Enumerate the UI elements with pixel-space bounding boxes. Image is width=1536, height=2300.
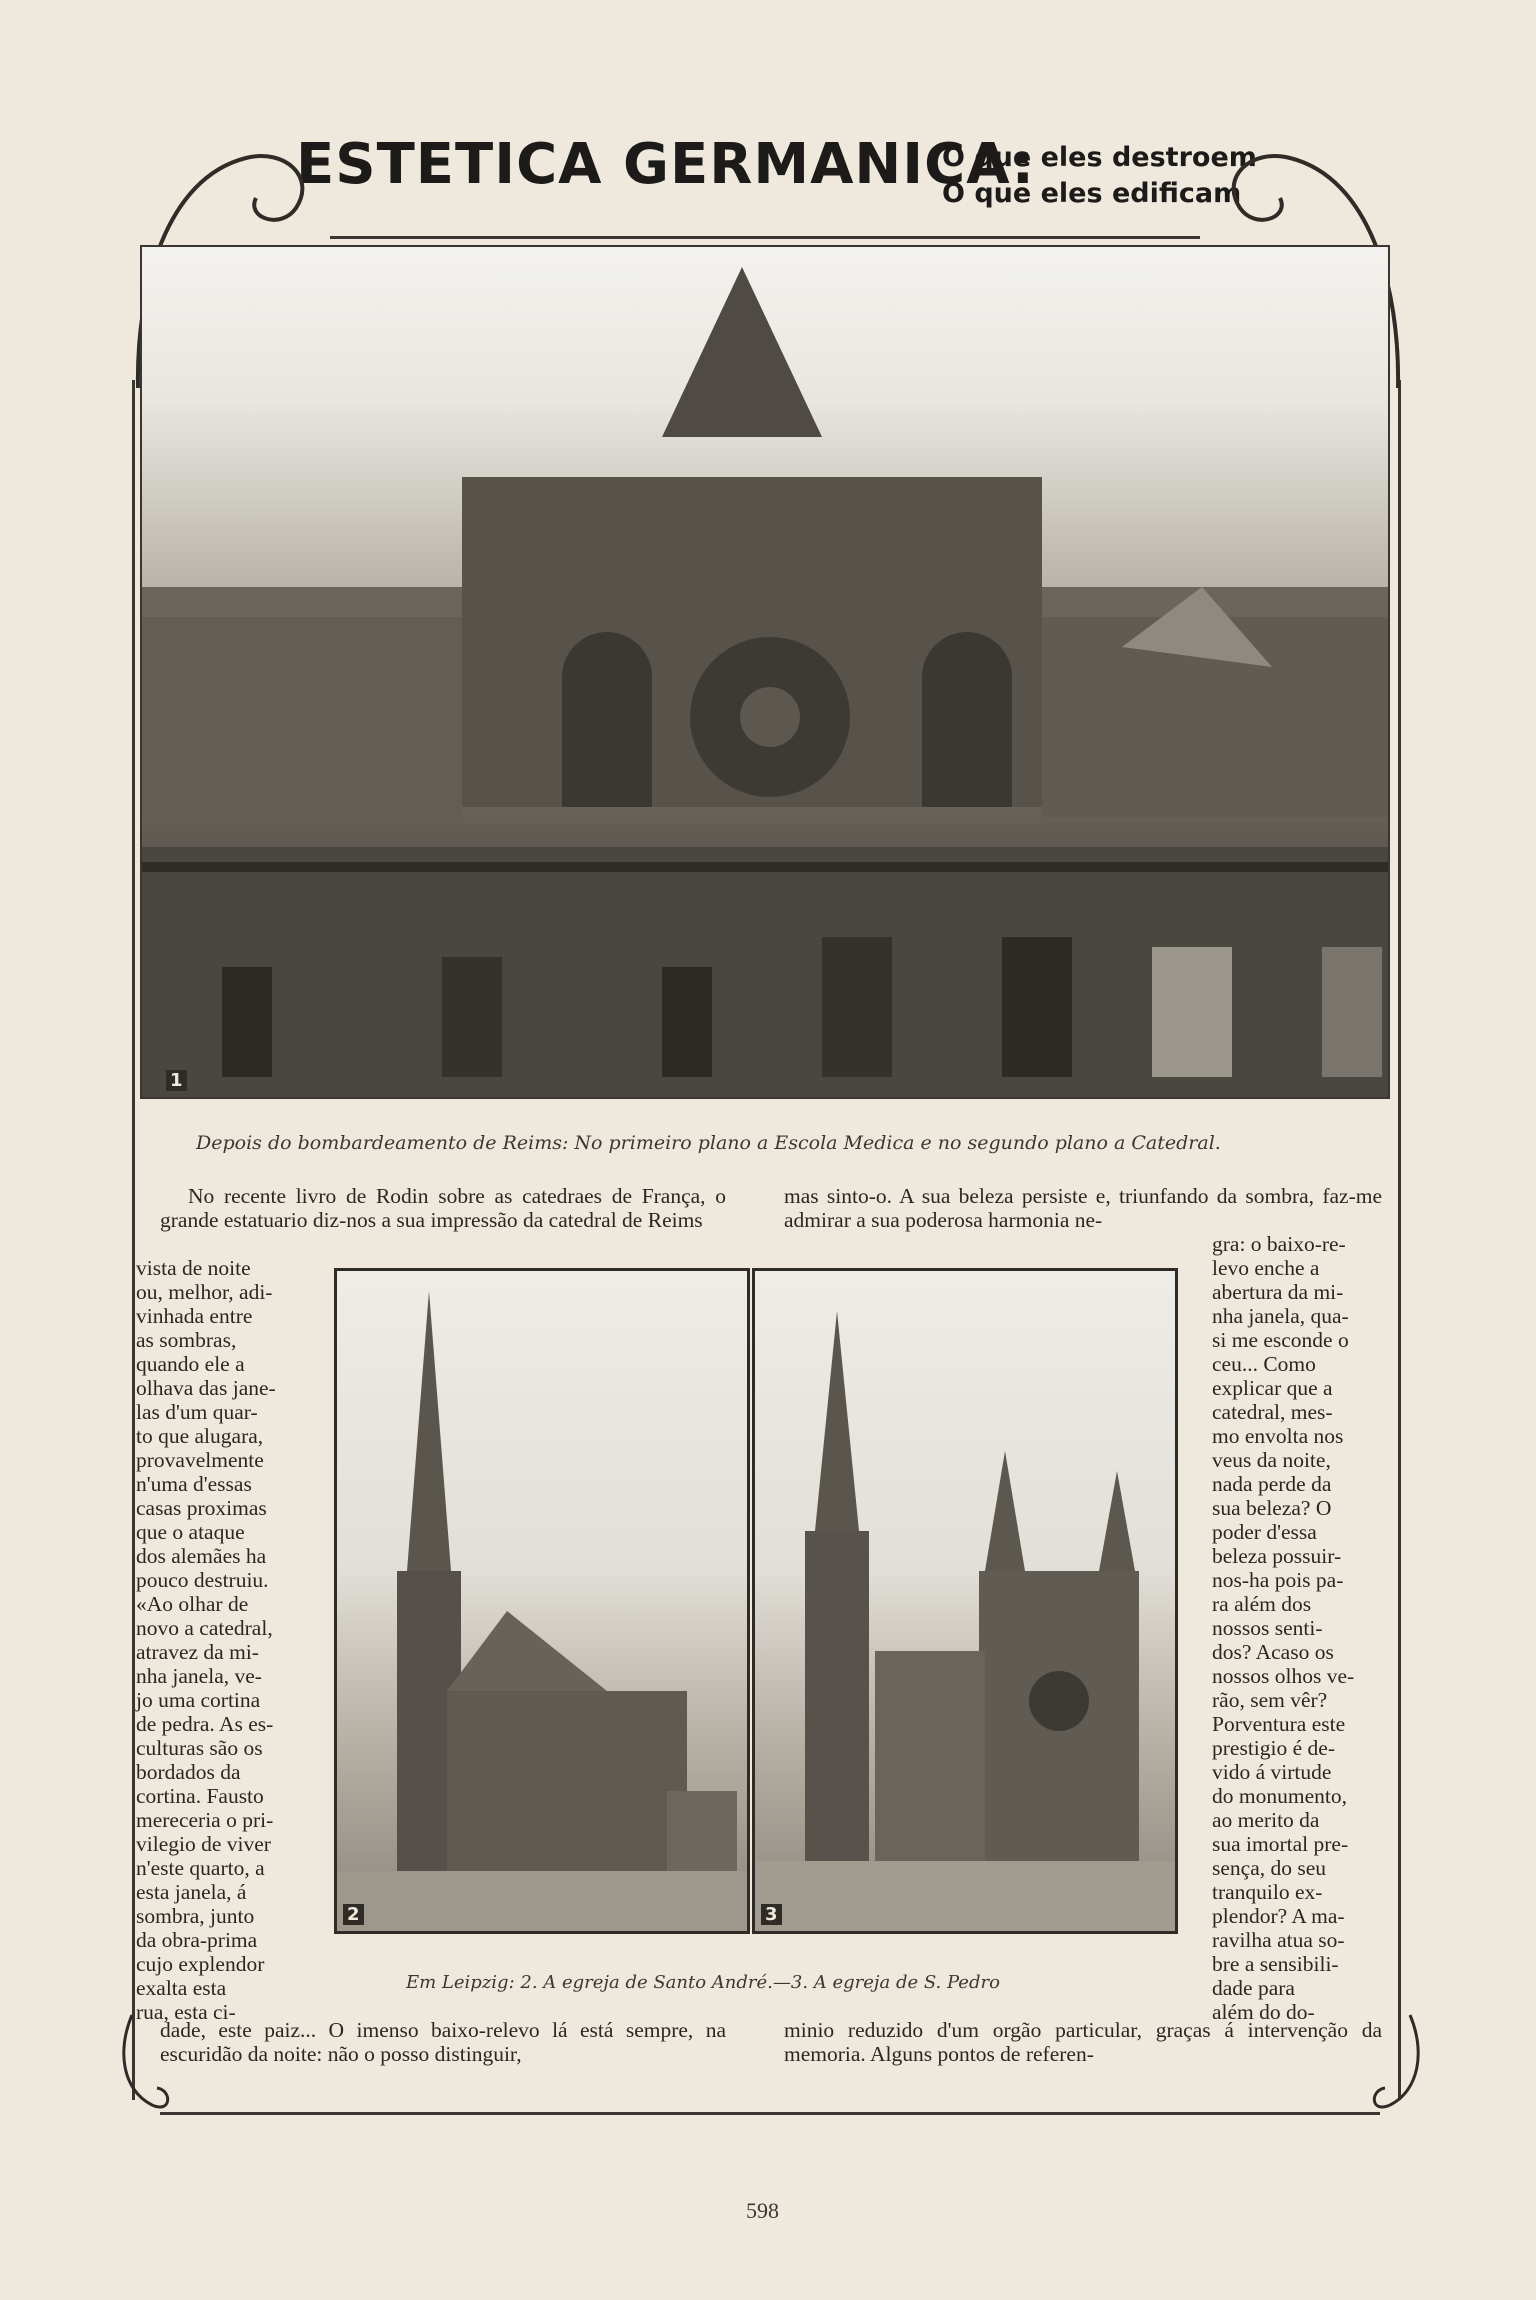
left-narrow-column xyxy=(136,1256,306,2024)
frame-left-rule xyxy=(132,380,135,2100)
right-line: poder d'essa xyxy=(1212,1520,1317,1544)
right-line: ao merito da xyxy=(1212,1808,1320,1832)
right-narrow-column xyxy=(1212,1232,1387,2024)
right-line: nossos senti- xyxy=(1212,1616,1323,1640)
right-column-bottom xyxy=(784,2018,1382,2066)
left-line: n'este quarto, a xyxy=(136,1856,265,1880)
right-line: dade para xyxy=(1212,1976,1295,2000)
left-line: jo uma cortina xyxy=(136,1688,261,1712)
left-line: to que alugara, xyxy=(136,1424,264,1448)
cathedral-illustration xyxy=(142,247,1388,1097)
santo-andre-illustration xyxy=(337,1271,747,1931)
sao-pedro-illustration xyxy=(755,1271,1175,1931)
right-line: além do do- xyxy=(1212,2000,1315,2024)
right-line: nada perde da xyxy=(1212,1472,1332,1496)
right-bottom-paragraph: minio reduzido d'um orgão particular, graças á intervenção da memoria. Alguns pontos de referen- xyxy=(784,2018,1382,2066)
left-column-top xyxy=(160,1184,726,1232)
right-top-paragraph: mas sinto-o. A sua beleza persiste e, triunfando da sombra, faz-me admirar a sua poderosa harmonia ne- xyxy=(784,1184,1382,1232)
left-line: vilegio de viver xyxy=(136,1832,271,1856)
right-line: ravilha atua so- xyxy=(1212,1928,1345,1952)
left-line: culturas são os xyxy=(136,1736,263,1760)
frame-right-rule xyxy=(1398,380,1401,2100)
photo-number-2: 2 xyxy=(343,1904,364,1925)
subtitle-line-1: O que eles destroem xyxy=(942,142,1257,173)
right-line: rão, sem vêr? xyxy=(1212,1688,1328,1712)
left-top-paragraph: No recente livro de Rodin sobre as catedraes de França, o grande estatuario diz-nos a sua impressão da catedral de Reims xyxy=(160,1184,726,1232)
left-line: atravez da mi- xyxy=(136,1640,259,1664)
right-line: dos? Acaso os xyxy=(1212,1640,1334,1664)
left-line: casas proximas xyxy=(136,1496,267,1520)
left-line: vinhada entre xyxy=(136,1304,253,1328)
left-line: n'uma d'essas xyxy=(136,1472,252,1496)
photo-number-3: 3 xyxy=(761,1904,782,1925)
right-line: ceu... Como xyxy=(1212,1352,1316,1376)
left-line: cortina. Fausto xyxy=(136,1784,264,1808)
left-line: que o ataque xyxy=(136,1520,245,1544)
left-line: dos alemães ha xyxy=(136,1544,267,1568)
right-line: nos-ha pois pa- xyxy=(1212,1568,1344,1592)
top-photo-caption: Depois do bombardeamento de Reims: No primeiro plano a Escola Medica e no segundo plano a Catedral. xyxy=(196,1132,1221,1154)
right-line: mo envolta nos xyxy=(1212,1424,1344,1448)
frame-bottom-rule xyxy=(160,2112,1380,2115)
right-line: sua beleza? O xyxy=(1212,1496,1332,1520)
sao-pedro-photo xyxy=(752,1268,1178,1934)
right-line: tranquilo ex- xyxy=(1212,1880,1323,1904)
santo-andre-photo xyxy=(334,1268,750,1934)
left-line: sombra, junto xyxy=(136,1904,255,1928)
frame-top-rule xyxy=(330,236,1200,239)
left-column-bottom xyxy=(160,2018,726,2066)
right-line: explicar que a xyxy=(1212,1376,1333,1400)
right-line: levo enche a xyxy=(1212,1256,1320,1280)
photo-number-1: 1 xyxy=(166,1070,187,1091)
right-line: nossos olhos ve- xyxy=(1212,1664,1355,1688)
left-line: «Ao olhar de xyxy=(136,1592,249,1616)
right-line: plendor? A ma- xyxy=(1212,1904,1345,1928)
right-line: sença, do seu xyxy=(1212,1856,1327,1880)
right-line: nha janela, qua- xyxy=(1212,1304,1349,1328)
left-line: ou, melhor, adi- xyxy=(136,1280,273,1304)
left-line: mereceria o pri- xyxy=(136,1808,274,1832)
left-line: exalta esta xyxy=(136,1976,227,2000)
left-line: vista de noite xyxy=(136,1256,251,1280)
left-line: pouco destruiu. xyxy=(136,1568,269,1592)
right-line: gra: o baixo-re- xyxy=(1212,1232,1346,1256)
left-line: da obra-prima xyxy=(136,1928,258,1952)
right-line: sua imortal pre- xyxy=(1212,1832,1349,1856)
left-line: olhava das jane- xyxy=(136,1376,276,1400)
right-line: veus da noite, xyxy=(1212,1448,1331,1472)
right-line: vido á virtude xyxy=(1212,1760,1332,1784)
left-line: novo a catedral, xyxy=(136,1616,273,1640)
left-line: cujo explendor xyxy=(136,1952,265,1976)
right-line: si me esconde o xyxy=(1212,1328,1349,1352)
right-line: Porventura este xyxy=(1212,1712,1346,1736)
right-line: ra além dos xyxy=(1212,1592,1312,1616)
left-line: as sombras, xyxy=(136,1328,237,1352)
left-line: las d'um quar- xyxy=(136,1400,258,1424)
right-line: catedral, mes- xyxy=(1212,1400,1333,1424)
right-line: prestigio é de- xyxy=(1212,1736,1335,1760)
right-line: abertura da mi- xyxy=(1212,1280,1344,1304)
leipzig-caption: Em Leipzig: 2. A egreja de Santo André.—3. A egreja de S. Pedro xyxy=(406,1972,1000,1993)
right-line: bre a sensibili- xyxy=(1212,1952,1339,1976)
right-line: beleza possuir- xyxy=(1212,1544,1342,1568)
right-column-top xyxy=(784,1184,1382,1232)
right-line: do monumento, xyxy=(1212,1784,1347,1808)
left-line: nha janela, ve- xyxy=(136,1664,262,1688)
left-line: bordados da xyxy=(136,1760,241,1784)
left-bottom-paragraph: dade, este paiz... O imenso baixo-relevo lá está sempre, na escuridão da noite: não o posso distinguir, xyxy=(160,2018,726,2066)
cathedral-photo xyxy=(140,245,1390,1099)
left-line: rua, esta ci- xyxy=(136,2000,236,2024)
left-line: quando ele a xyxy=(136,1352,245,1376)
page-title: ESTETICA GERMANICA: xyxy=(296,132,1035,197)
page-number: 598 xyxy=(746,2198,779,2223)
subtitle-line-2: O que eles edificam xyxy=(942,178,1242,209)
left-line: esta janela, á xyxy=(136,1880,247,1904)
left-line: de pedra. As es- xyxy=(136,1712,274,1736)
left-line: provavelmente xyxy=(136,1448,264,1472)
